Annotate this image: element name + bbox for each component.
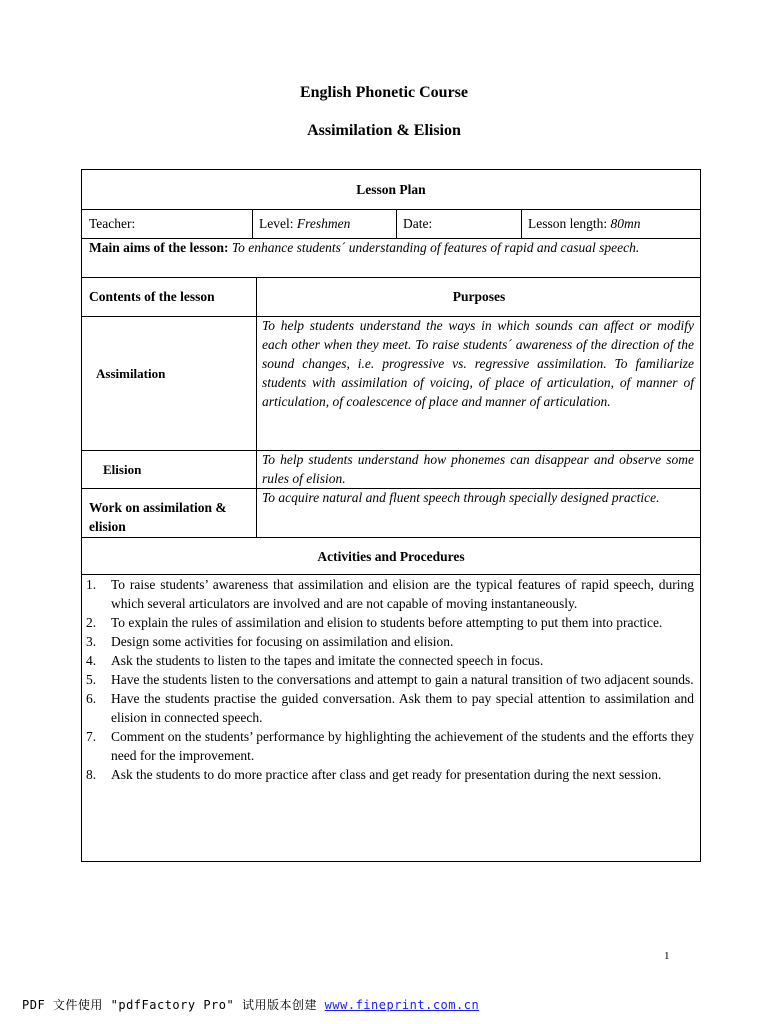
table-divider (256, 277, 257, 537)
list-item (86, 727, 694, 765)
item-text: To raise students’ awareness that assimilation and elision are the typical features of rapid speech, during which several articulators are involved and are not capable of moving instantaneously. (111, 577, 694, 611)
lesson-length-label: Lesson length: (528, 216, 611, 231)
item-number: 7. (86, 729, 97, 744)
lesson-plan-heading: Lesson Plan (356, 182, 426, 197)
table-divider (521, 209, 522, 238)
list-item (86, 670, 694, 689)
item-text: Design some activities for focusing on assimilation and elision. (111, 634, 454, 649)
level-cell (259, 214, 350, 233)
item-number: 2. (86, 615, 97, 630)
level-value: Freshmen (296, 216, 351, 231)
table-divider (81, 277, 701, 278)
page-number: 1 (664, 950, 670, 962)
item-text: To explain the rules of assimilation and elision to students before attempting to put them into practice. (111, 615, 663, 630)
lesson-length-value: 80mn (610, 216, 641, 231)
item-number: 3. (86, 634, 97, 649)
teacher-label: Teacher: (89, 216, 136, 231)
item-number: 5. (86, 672, 97, 687)
item-text: Have the students practise the guided conversation. Ask them to pay special attention to assimilation and elision in connected speech. (111, 691, 694, 725)
footer-link[interactable]: www.fineprint.com.cn (324, 998, 480, 1012)
document-subtitle: Assimilation & Elision (307, 122, 461, 139)
item-text: Comment on the students’ performance by highlighting the achievement of the students and the efforts they need for the improvement. (111, 729, 694, 763)
item-text: Ask the students to listen to the tapes and imitate the connected speech in focus. (111, 653, 544, 668)
list-item (86, 689, 694, 727)
item-text: Have the students listen to the conversations and attempt to gain a natural transition of two adjacent sounds. (111, 672, 694, 687)
document-title: English Phonetic Course (299, 84, 468, 101)
list-item (86, 765, 694, 784)
table-divider (81, 209, 701, 210)
item-number: 1. (86, 577, 97, 592)
table-divider (396, 209, 397, 238)
item-number: 4. (86, 653, 97, 668)
main-aims-text: To enhance students´ understanding of features of rapid and casual speech. (228, 240, 640, 255)
item-number: 8. (86, 767, 97, 782)
content-work-on-assimilation-elision: Work on assimilation & elision (89, 500, 227, 534)
pdf-footer (22, 996, 479, 1013)
list-item (86, 613, 694, 632)
purpose-elision: To help students understand how phonemes can disappear and observe some rules of elision. (262, 452, 694, 486)
level-label: Level: (259, 216, 297, 231)
main-aims-label: Main aims of the lesson: (89, 240, 229, 255)
purposes-column-header: Purposes (452, 289, 506, 304)
date-label: Date: (403, 216, 433, 231)
content-elision: Elision (103, 462, 142, 477)
activities-list (86, 575, 694, 784)
footer-text: PDF 文件使用 "pdfFactory Pro" 试用版本创建 (22, 998, 325, 1012)
activities-heading: Activities and Procedures (317, 549, 465, 564)
content-assimilation: Assimilation (96, 366, 166, 381)
purpose-work-on: To acquire natural and fluent speech through specially designed practice. (262, 490, 660, 505)
contents-column-header: Contents of the lesson (89, 289, 215, 304)
list-item (86, 651, 694, 670)
main-aims (89, 238, 694, 257)
table-divider (252, 209, 253, 238)
list-item (86, 632, 694, 651)
item-text: Ask the students to do more practice after class and get ready for presentation during the next session. (111, 767, 662, 782)
list-item (86, 575, 694, 613)
item-number: 6. (86, 691, 97, 706)
lesson-length-cell (528, 214, 641, 233)
purpose-assimilation: To help students understand the ways in which sounds can affect or modify each other when they meet. To raise students´ awareness of the direction of the sound changes, i.e. progressive vs. regressive assimilation. To familiarize students with assimilation of voicing, of place of articulation, of manner of articulation, of coalescence of place and manner of articulation. (262, 318, 694, 409)
table-divider (81, 537, 701, 538)
